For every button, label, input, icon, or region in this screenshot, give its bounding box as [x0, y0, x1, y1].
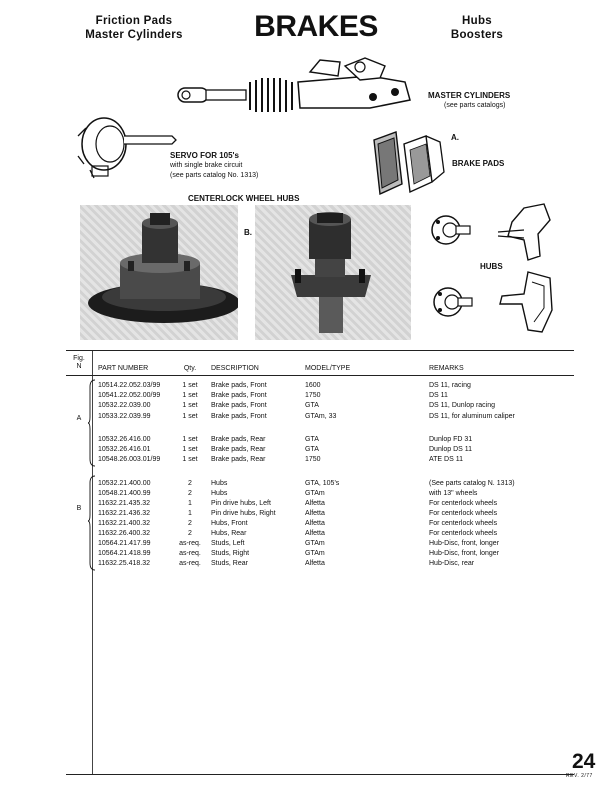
table-cell-part-number: 10532.22.039.00 [98, 402, 151, 409]
table-cell-model: Alfetta [305, 510, 325, 517]
table-cell-description: Brake pads, Front [211, 402, 267, 409]
table-cell-description: Brake pads, Rear [211, 446, 266, 453]
table-cell-qty: 1 [188, 500, 192, 507]
table-cell-remarks: with 13" wheels [429, 490, 478, 497]
table-cell-remarks: For centerlock wheels [429, 500, 498, 507]
table-cell-part-number: 10564.21.417.99 [98, 540, 151, 547]
table-cell-part-number: 10514.22.052.03/99 [98, 382, 161, 389]
table-cell-description: Pin drive hubs, Right [211, 510, 276, 517]
header-model: MODEL/TYPE [305, 365, 351, 372]
table-cell-qty: 1 set [182, 456, 198, 463]
table-cell-part-number: 11632.25.418.32 [98, 560, 151, 567]
table-cell-description: Brake pads, Front [211, 382, 267, 389]
header-remarks: REMARKS [429, 365, 464, 372]
table-cell-remarks: DS 11, racing [429, 382, 471, 389]
header-qty: Qty. [183, 365, 197, 372]
centerlock-label: CENTERLOCK WHEEL HUBS [188, 194, 300, 203]
header-right [432, 14, 522, 42]
master-cylinder-illustration [170, 52, 435, 132]
table-cell-description: Studs, Left [211, 540, 245, 547]
group-letter-b: B [76, 505, 82, 512]
table-cell-remarks: Dunlop FD 31 [429, 436, 473, 443]
brake-pads-label: BRAKE PADS [452, 159, 505, 168]
table-cell-qty: 1 set [182, 446, 198, 453]
table-cell-description: Brake pads, Rear [211, 436, 266, 443]
table-cell-remarks: Hub-Disc, front, longer [429, 550, 500, 557]
table-cell-model: Alfetta [305, 520, 325, 527]
header-fig [66, 355, 92, 371]
table-cell-description: Brake pads, Rear [211, 456, 266, 463]
header-left [64, 14, 204, 42]
table-cell-part-number: 10548.21.400.99 [98, 490, 151, 497]
table-cell-part-number: 10564.21.418.99 [98, 550, 151, 557]
centerlock-hub-photo-right [255, 205, 411, 340]
table-cell-part-number: 10541.22.052.00/99 [98, 392, 161, 399]
table-cell-part-number: 10548.26.003.01/99 [98, 456, 161, 463]
table-cell-qty: as-req. [179, 560, 201, 567]
table-cell-qty: 1 set [182, 382, 198, 389]
table-cell-model: 1750 [305, 392, 321, 399]
table-cell-qty: 1 set [182, 392, 198, 399]
table-cell-model: Alfetta [305, 530, 325, 537]
brake-pads-letter: A. [451, 133, 459, 142]
table-cell-remarks: For centerlock wheels [429, 520, 498, 527]
header-right-line1: Hubs [462, 15, 492, 27]
table-header-rule [66, 375, 574, 376]
table-cell-qty: as-req. [179, 540, 201, 547]
table-cell-part-number: 10533.22.039.99 [98, 413, 151, 420]
table-cell-model: 1600 [305, 382, 321, 389]
table-cell-model: GTAm [305, 490, 325, 497]
table-cell-qty: as-req. [179, 550, 201, 557]
table-cell-qty: 1 [188, 510, 192, 517]
table-cell-qty: 2 [188, 490, 192, 497]
servo-illustration [72, 108, 182, 183]
brake-pads-illustration [368, 128, 448, 200]
table-cell-part-number: 11632.26.400.32 [98, 530, 151, 537]
table-cell-model: Alfetta [305, 560, 325, 567]
table-cell-remarks: Dunlop DS 11 [429, 446, 473, 453]
table-cell-remarks: (See parts catalog N. 1313) [429, 480, 515, 487]
master-cylinders-label: MASTER CYLINDERS [428, 91, 511, 100]
table-cell-description: Studs, Right [211, 550, 250, 557]
table-cell-model: GTAm [305, 550, 325, 557]
table-cell-description: Hubs, Rear [211, 530, 247, 537]
header-right-line2: Boosters [450, 29, 504, 41]
header-description: DESCRIPTION [211, 365, 259, 372]
table-cell-model: GTA [305, 436, 319, 443]
table-cell-qty: 2 [188, 530, 192, 537]
table-cell-remarks: For centerlock wheels [429, 510, 498, 517]
parts-table [66, 350, 574, 775]
page-number: 24 [572, 750, 596, 773]
table-cell-model: GTAm [305, 540, 325, 547]
group-letter-a: A [76, 415, 82, 422]
table-cell-description: Brake pads, Front [211, 413, 267, 420]
header-left-line2: Master Cylinders [85, 29, 183, 41]
table-cell-qty: 1 set [182, 413, 198, 420]
centerlock-hub-photo-left [80, 205, 238, 340]
table-cell-model: GTA [305, 402, 319, 409]
page-title: BRAKES [254, 10, 378, 43]
table-cell-remarks: DS 11, Dunlop racing [429, 402, 496, 409]
table-cell-description: Hubs [211, 480, 228, 487]
table-cell-qty: 1 set [182, 402, 198, 409]
table-cell-description: Hubs [211, 490, 228, 497]
header-left-line1: Friction Pads [95, 15, 173, 27]
servo-label-line2: with single brake circuit [170, 162, 243, 169]
table-cell-part-number: 10532.26.416.01 [98, 446, 151, 453]
table-cell-model: GTA [305, 446, 319, 453]
header-part-number: PART NUMBER [98, 365, 149, 372]
table-cell-remarks: For centerlock wheels [429, 530, 498, 537]
header-fig-line2: N [76, 363, 82, 370]
table-cell-description: Pin drive hubs, Left [211, 500, 271, 507]
table-cell-description: Studs, Rear [211, 560, 248, 567]
table-cell-remarks: Hub-Disc, rear [429, 560, 475, 567]
table-cell-part-number: 10532.26.416.00 [98, 436, 151, 443]
table-cell-remarks: ATE DS 11 [429, 456, 463, 463]
group-brace-a [88, 379, 96, 467]
servo-label-line1: SERVO FOR 105's [170, 151, 239, 160]
hubs-label: HUBS [480, 262, 503, 271]
servo-label-line3: (see parts catalog No. 1313) [170, 172, 259, 179]
header-fig-line1: Fig. [73, 355, 85, 362]
table-cell-qty: 2 [188, 480, 192, 487]
table-cell-model: Alfetta [305, 500, 325, 507]
table-cell-part-number: 11632.21.436.32 [98, 510, 151, 517]
table-cell-remarks: DS 11, for aluminum caliper [429, 413, 515, 420]
master-cylinders-note: (see parts catalogs) [444, 102, 506, 109]
table-cell-part-number: 11632.21.435.32 [98, 500, 151, 507]
table-cell-remarks: DS 11 [429, 392, 448, 399]
table-cell-remarks: Hub-Disc, front, longer [429, 540, 500, 547]
table-cell-part-number: 10532.21.400.00 [98, 480, 151, 487]
hubs-letter-b: B. [244, 228, 252, 237]
table-cell-qty: 2 [188, 520, 192, 527]
table-cell-model: 1750 [305, 456, 321, 463]
group-brace-b [88, 475, 96, 571]
revision-note: REV. 2/77 [566, 773, 593, 779]
table-cell-model: GTA, 105's [305, 480, 340, 487]
table-cell-part-number: 11632.21.400.32 [98, 520, 151, 527]
table-cell-model: GTAm, 33 [305, 413, 337, 420]
table-cell-description: Hubs, Front [211, 520, 248, 527]
table-cell-description: Brake pads, Front [211, 392, 267, 399]
table-cell-qty: 1 set [182, 436, 198, 443]
